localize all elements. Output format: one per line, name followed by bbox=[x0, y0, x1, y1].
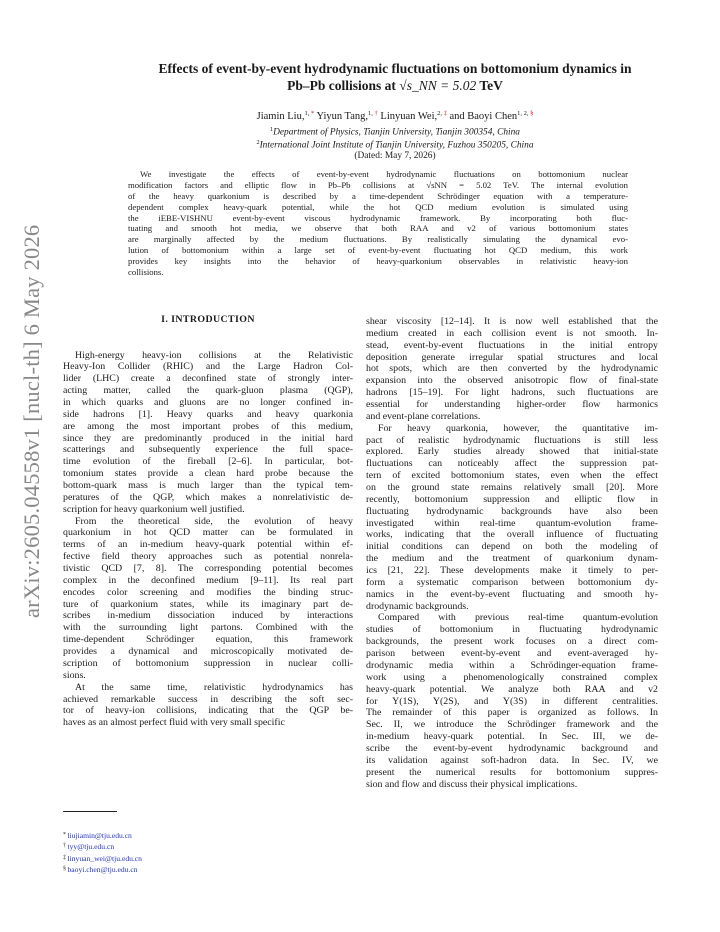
author bbox=[257, 111, 315, 122]
text-line: investigated within real-time quantum-evolution frame- bbox=[366, 517, 658, 529]
title-line-1: Effects of event-by-event hydrodynamic fluctuations on bottomonium dynamics in bbox=[158, 61, 632, 76]
text-line: High-energy heavy-ion collisions at the Relativistic bbox=[75, 349, 353, 361]
text-line bbox=[63, 314, 353, 326]
footnote bbox=[63, 841, 353, 852]
author bbox=[449, 111, 533, 122]
author-affil-mark: 1, 2, bbox=[517, 110, 529, 117]
text-line bbox=[63, 338, 353, 350]
title-line-2-unit: TeV bbox=[476, 78, 503, 93]
text-line: ture of quarkonium states, while its imaginary part de- bbox=[63, 598, 353, 610]
text-line: medium created in each collision event is not smooth. In- bbox=[366, 327, 658, 339]
text-line: hadrons [15–19]. For light hadrons, such fluctuations are bbox=[366, 387, 658, 399]
footnote-mark: † bbox=[63, 843, 68, 850]
text-line: terms of an in-medium heavy-quark potential within ef- bbox=[63, 539, 353, 551]
footnote-email-link[interactable]: liujiamin@tju.edu.cn bbox=[67, 831, 132, 840]
affiliation-text: Department of Physics, Tianjin University, Tianjin 300354, China bbox=[273, 127, 520, 138]
text-line: pact of realistic hydrodynamic fluctuations is still less bbox=[366, 434, 658, 446]
footnote-mark: § bbox=[63, 865, 68, 872]
right-column bbox=[366, 316, 658, 790]
text-line: shear viscosity [12–14]. It is now well established that the bbox=[366, 316, 658, 327]
affiliation-number: 2 bbox=[256, 139, 260, 146]
text-line: provides a dynamical and microscopically motivated de- bbox=[63, 646, 353, 658]
author-footnote-link[interactable]: ‡ bbox=[441, 110, 447, 117]
paper-title bbox=[70, 60, 720, 94]
text-line: are marginally affected by the medium fluctuations. By realistically simulating the dynamical evo- bbox=[128, 234, 628, 245]
text-line: For heavy quarkonia, however, the quantitative im- bbox=[378, 422, 658, 434]
footnote-mark: ‡ bbox=[63, 854, 68, 861]
text-line: acting matter, called the quark-gluon plasma (QGP), bbox=[63, 385, 353, 397]
text-line: for Υ(1S), Υ(2S), and Υ(3S) in different centralities. bbox=[366, 695, 658, 707]
author-affil-mark: 1, bbox=[368, 110, 373, 117]
footnote bbox=[63, 864, 353, 875]
footnote-email-link[interactable]: baoyi.chen@tju.edu.cn bbox=[67, 864, 138, 874]
text-line: in which quarks and gluons are no longer confined in- bbox=[63, 397, 353, 409]
text-line bbox=[63, 326, 353, 338]
text-line: tivistic QCD [7, 8]. The corresponding potential becomes bbox=[63, 563, 353, 575]
title-line-2 bbox=[70, 77, 720, 94]
footnote-mark: * bbox=[63, 832, 68, 838]
text-line: provides key insights into the behavior of heavy-quarkonium observables in relativistic heavy-ion bbox=[128, 256, 628, 267]
text-line: and event-plane correlations. bbox=[366, 410, 481, 422]
footnote-email-link[interactable]: linyuan_wei@tju.edu.cn bbox=[67, 853, 142, 863]
text-line: modification factors and elliptic flow in Pb–Pb collisions at √sNN = 5.02 TeV. The internal evolution bbox=[128, 179, 628, 190]
text-line: heavy-quark potential. We analyze both RAA and v2 bbox=[366, 683, 658, 695]
text-line: form a systematic comparison between bottomonium dy- bbox=[366, 576, 658, 588]
text-line: scribe the event-by-event hydrodynamic background and bbox=[366, 742, 658, 754]
text-line: tuating and smooth hot media, we observe that both RAA and v2 of various bottomonium states bbox=[128, 223, 628, 234]
author-name: Jiamin Liu, bbox=[256, 111, 305, 122]
section-heading-introduction: I. INTRODUCTION bbox=[161, 314, 255, 325]
text-line: hot spots, which are then converted by the hydrodynamic bbox=[366, 363, 658, 375]
text-line: recently, bottomonium suppression and elliptic flow in bbox=[366, 493, 658, 505]
text-line: studies of bottomonium in fluctuating hydrodynamic bbox=[366, 624, 658, 636]
text-line: namics in the event-by-event fluctuating and smooth hy- bbox=[366, 588, 658, 600]
text-line: quarkonium in hot QCD matter can be formulated in bbox=[63, 527, 353, 539]
text-line: bottom-quark mass is much larger than the typical tem- bbox=[63, 480, 353, 492]
title-line-2-text: Pb–Pb collisions at bbox=[287, 78, 400, 93]
text-line: From the theoretical side, the evolution of heavy bbox=[75, 515, 353, 527]
affiliation-text: International Joint Institute of Tianjin University, Fuzhou 350205, China bbox=[259, 140, 534, 151]
text-line: peratures of the QGP, which makes a nonrelativistic de- bbox=[63, 491, 353, 503]
text-line: sions. bbox=[63, 669, 86, 681]
author-footnote-link[interactable]: † bbox=[372, 110, 378, 117]
text-line: since they are predominantly produced in the initial hard bbox=[63, 432, 353, 444]
footnote-email-link[interactable]: tyy@tju.edu.cn bbox=[67, 842, 115, 852]
author-footnote-link[interactable]: § bbox=[528, 110, 534, 117]
text-line: in-medium heavy-quark potential. In Sec. III, we de- bbox=[366, 731, 658, 743]
text-line: We investigate the effects of event-by-event hydrodynamic fluctuations on bottomonium nuclear bbox=[140, 169, 628, 179]
text-line: dependent complex heavy-quark potential, while the hot QCD medium evolution is simulated using bbox=[128, 201, 628, 212]
footnote bbox=[63, 830, 353, 841]
text-line: Compared with previous real-time quantum-evolution bbox=[378, 612, 658, 624]
text-line: scription of bottomonium suppression in nuclear colli- bbox=[63, 657, 353, 669]
text-line: present the numerical results for bottomonium suppres- bbox=[366, 766, 658, 778]
left-column bbox=[63, 314, 353, 729]
text-line: drodynamic media within a Schrödinger-equation frame- bbox=[366, 659, 658, 671]
text-line: tomonium states provide a clean hard probe because the bbox=[63, 468, 353, 480]
text-line: time-dependent Schrödinger equation, this framework bbox=[63, 634, 353, 646]
text-line: scatterings and subsequently experience the full space- bbox=[63, 444, 353, 456]
text-line: on the ground state remains relatively small [20]. More bbox=[366, 482, 658, 494]
author-footnote-link[interactable]: * bbox=[309, 110, 315, 117]
text-line: initial conditions can depend on both the modeling of bbox=[366, 541, 658, 553]
author bbox=[316, 111, 377, 122]
text-line: explored. Early studies already showed that initial-state bbox=[366, 446, 658, 458]
footnote-rule bbox=[63, 811, 117, 812]
text-line: At the same time, relativistic hydrodynamics has bbox=[75, 681, 353, 693]
text-line: drodynamic backgrounds. bbox=[366, 600, 469, 612]
text-line: work using a phenomenologically constrained complex bbox=[366, 671, 658, 683]
text-line: Sec. II, we introduce the Schrödinger framework and the bbox=[366, 719, 658, 731]
text-line: lider (LHC) create a deconfined state of strongly inter- bbox=[63, 373, 353, 385]
text-line: stead, event-by-event fluctuations in the initial entropy bbox=[366, 339, 658, 351]
text-line: The remainder of this paper is organized as follows. In bbox=[366, 707, 658, 719]
text-line: backgrounds, the present work focuses on a direct com- bbox=[366, 636, 658, 648]
author bbox=[380, 111, 446, 122]
author-name: and Baoyi Chen bbox=[449, 111, 518, 122]
text-line: achieved remarkable success in describing the soft sec- bbox=[63, 693, 353, 705]
text-line: time evolution of the fireball [2–6]. In particular, bot- bbox=[63, 456, 353, 468]
text-line: scribes in-medium dissociation induced by interactions bbox=[63, 610, 353, 622]
author-name: Yiyun Tang, bbox=[316, 111, 369, 122]
footnotes bbox=[63, 830, 353, 875]
text-line: Heavy-Ion Collider (RHIC) and the Large Hadron Col- bbox=[63, 361, 353, 373]
text-line: essential for understanding higher-order flow harmonics bbox=[366, 399, 658, 411]
text-line: fluctuations can noticeably affect the suppression pat- bbox=[366, 458, 658, 470]
text-line: tor of heavy-ion collisions, indicating that the QGP be- bbox=[63, 705, 353, 717]
title-math-energy: √s_NN = 5.02 bbox=[399, 78, 477, 93]
affiliation-number: 1 bbox=[270, 126, 274, 133]
text-line: expansion into the observed anisotropic flow of final-state bbox=[366, 375, 658, 387]
date-line: (Dated: May 7, 2026) bbox=[354, 151, 436, 161]
text-line: the medium and the treatment of quarkonium dynam- bbox=[366, 553, 658, 565]
text-line: haves as an almost perfect fluid with very small specific bbox=[63, 717, 285, 729]
text-line: with the surrounding light partons. Combined with the bbox=[63, 622, 353, 634]
text-line: encodes color screening and modifies the binding struc- bbox=[63, 586, 353, 598]
author-list bbox=[70, 107, 720, 123]
text-line: parison between event-by-event and event-averaged hy- bbox=[366, 648, 658, 660]
footnote bbox=[63, 853, 353, 864]
author-name: Linyuan Wei, bbox=[380, 111, 438, 122]
author-affil-mark: 2, bbox=[437, 110, 442, 117]
text-line: the iEBE-VISHNU event-by-event viscous hydrodynamic framework. By incorporating both fluc- bbox=[128, 212, 628, 223]
text-line: ics [21, 22]. These developments make it timely to per- bbox=[366, 565, 658, 577]
text-line: tern of excited bottomonium states, even when the effect bbox=[366, 470, 658, 482]
text-line: fective field theory approaches such as potential nonrela- bbox=[63, 551, 353, 563]
author-affil-mark: 1, bbox=[304, 110, 310, 117]
text-line: lution of bottomonium within a large set of event-by-event fluctuating hot QCD medium, this work bbox=[128, 245, 628, 256]
text-line: side hadrons [1]. Heavy quarks and heavy quarkonia bbox=[63, 408, 353, 420]
text-line: its validation against soft-hadron data. In Sec. IV, we bbox=[366, 754, 658, 766]
abstract bbox=[128, 169, 628, 278]
text-line: scription for heavy quarkonium well justified. bbox=[63, 503, 245, 515]
text-line: collisions. bbox=[128, 267, 164, 278]
text-line: of the heavy quarkonium is described by a time-dependent Schrödinger equation with a temperature- bbox=[128, 190, 628, 201]
text-line: sion and flow and discuss their physical implications. bbox=[366, 778, 578, 790]
text-line: complex in the deconfined medium [9–11]. Its real part bbox=[63, 574, 353, 586]
arxiv-identifier-stamp: arXiv:2605.04558v1 [nucl-th] 6 May 2026 bbox=[19, 224, 44, 618]
text-line: are among the most important probes of this medium, bbox=[63, 420, 353, 432]
text-line: deposition generate irregular spatial structures and local bbox=[366, 351, 658, 363]
text-line: fluctuating hydrodynamic backgrounds have also been bbox=[366, 505, 658, 517]
text-line: works, indicating that the overall influence of fluctuating bbox=[366, 529, 658, 541]
